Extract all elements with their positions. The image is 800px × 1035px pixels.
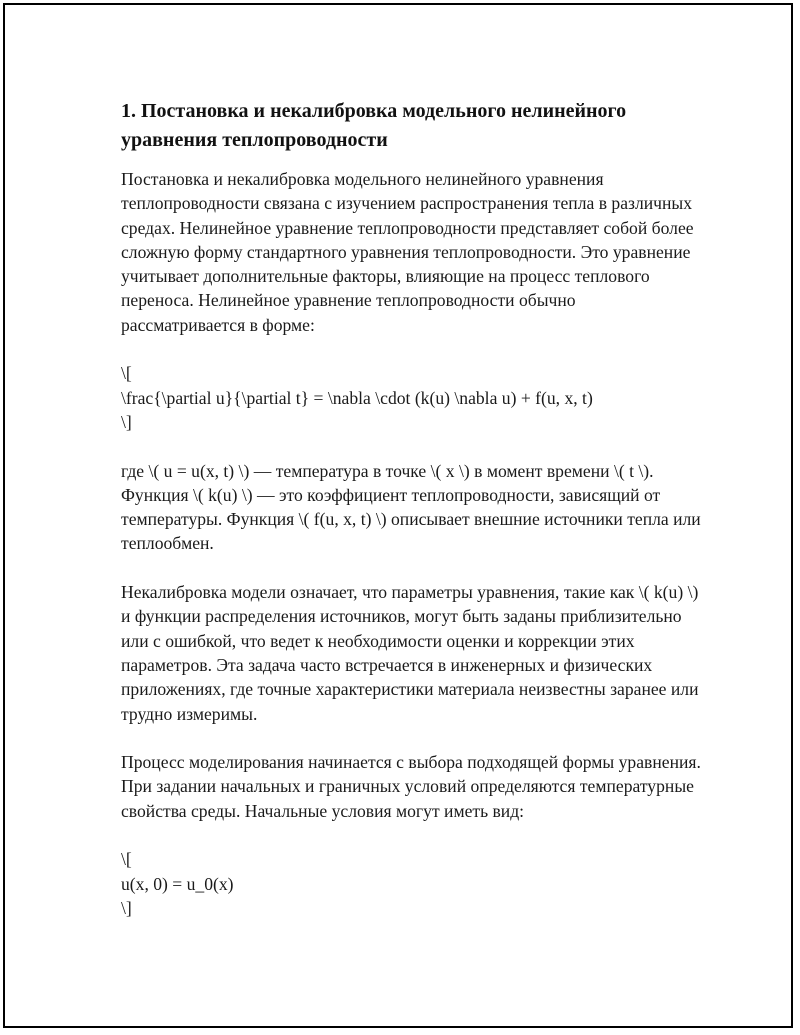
paragraph-calibration: Некалибровка модели означает, что параметры уравнения, такие как \( k(u) \) и функции распределения источников, могут быть заданы приблизительно или с ошибкой, что ведет к необходимости оценки и коррекции этих параметров. Эта задача часто встречается в инженерных и физических приложениях, где точные характеристики материала неизвестны заранее или трудно измеримы. [121,582,699,724]
section-heading: 1. Постановка и некалибровка модельного нелинейного уравнения теплопроводности [121,100,627,151]
formula-heat-equation [121,361,701,434]
formula-body: u(x, 0) = u_0(x) [121,873,234,894]
paragraph-intro: Постановка и некалибровка модельного нелинейного уравнения теплопроводности связана с изучением распространения тепла в различных средах. Нелинейное уравнение теплопроводности представляет собой более сложную форму стандартного уравнения теплопроводности. Это уравнение учитывает дополнительные факторы, влияющие на процесс теплового переноса. Нелинейное уравнение теплопроводности обычно рассматривается в форме: [121,169,694,335]
paragraph-modeling: Процесс моделирования начинается с выбора подходящей формы уравнения. При задании начальных и граничных условий определяются температурные свойства среды. Начальные условия могут иметь вид: [121,752,701,821]
formula-initial-condition [121,847,701,920]
document-content [121,97,701,945]
formula-open-delimiter: \[ [121,849,132,870]
formula-close-delimiter: \] [121,411,132,432]
formula-body: \frac{\partial u}{\partial t} = \nabla \cdot (k(u) \nabla u) + f(u, x, t) [121,387,593,408]
formula-open-delimiter: \[ [121,363,132,384]
formula-close-delimiter: \] [121,897,132,918]
document-page [3,3,793,1028]
paragraph-variables: где \( u = u(x, t) \) — температура в точке \( x \) в момент времени \( t \). Функция \( k(u) \) — это коэффициент теплопроводности, зависящий от температуры. Функция \( f(u, x, t) \) описывает внешние источники тепла или теплообмен. [121,460,701,554]
